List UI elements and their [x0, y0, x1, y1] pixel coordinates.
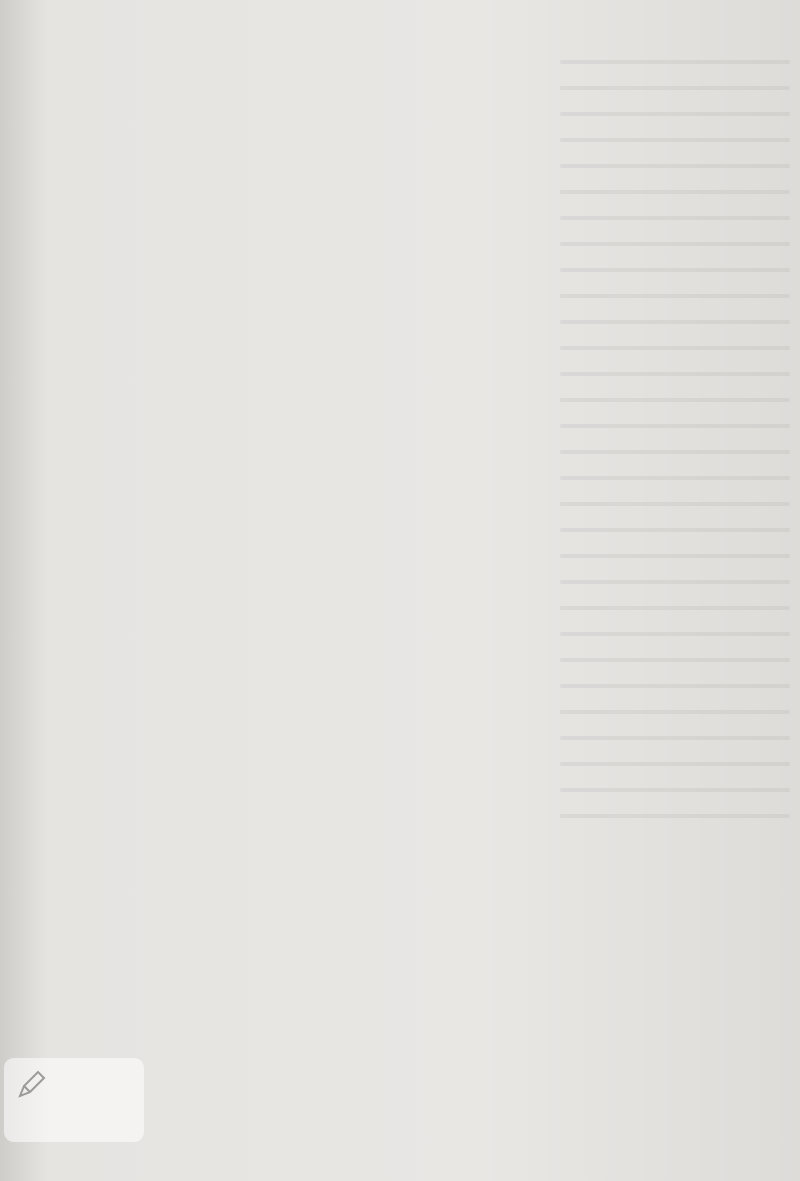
- watermark-badge: [4, 1058, 144, 1142]
- page-content: [80, 64, 720, 66]
- pen-icon: [14, 1068, 48, 1102]
- show-through-text: [560, 60, 790, 940]
